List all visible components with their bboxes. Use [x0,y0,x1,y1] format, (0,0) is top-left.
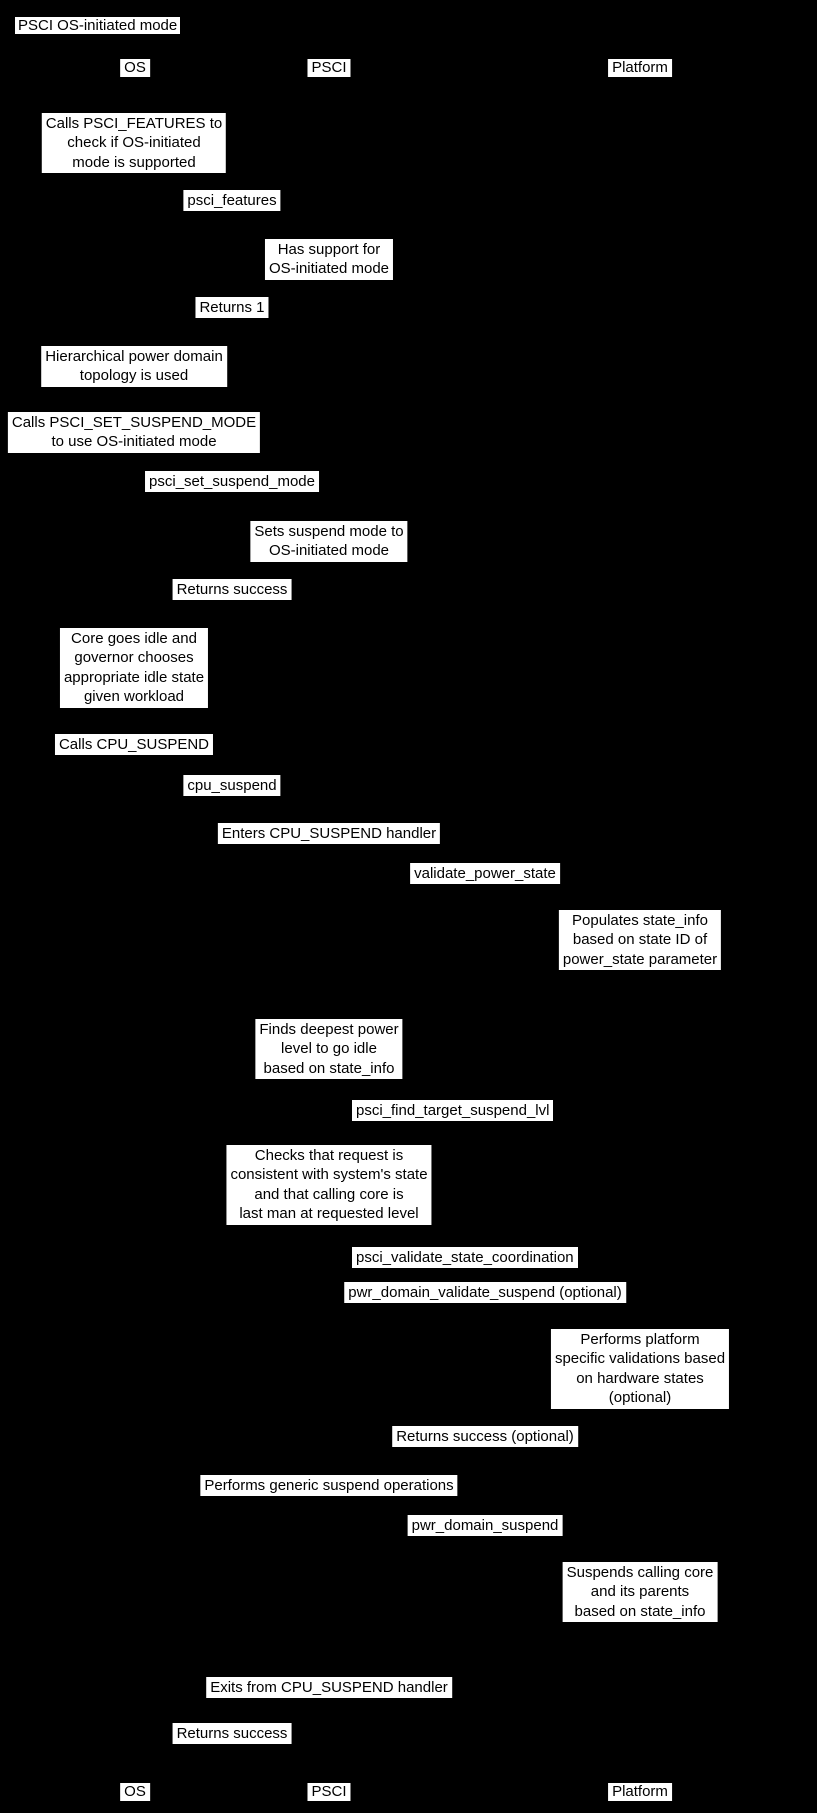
note-box-text: appropriate idle state [63,668,205,686]
note-box [551,1329,729,1409]
note-box [41,346,227,387]
note-box-text: Calls CPU_SUSPEND [58,736,210,753]
note-box-text: Calls PSCI_FEATURES to [45,115,223,132]
actor-box-os-top-text: OS [124,59,146,76]
message-label-text: psci_features [187,192,277,209]
note-box-text: Performs generic suspend operations [204,1477,454,1494]
actor-box-os-bottom [120,1783,150,1801]
note-box [8,412,260,453]
message-label-text: pwr_domain_validate_suspend (optional) [348,1284,622,1301]
note-box [206,1677,452,1698]
note-box-text: check if OS-initiated [67,134,201,152]
self-message-label [352,1247,578,1268]
note-box-text: Checks that request is [254,1147,404,1164]
note-box-text: OS-initiated mode [268,260,390,278]
self-message-label [352,1100,553,1121]
note-box [55,734,213,755]
note-box-text: based on state_info [574,1602,706,1620]
actor-box-os-top [120,59,150,77]
note-box [255,1019,402,1079]
note-box-text: Has support for [277,241,381,258]
note-box-text: Calls PSCI_SET_SUSPEND_MODE [11,414,257,431]
message-label-text: psci_set_suspend_mode [149,473,315,490]
self-message-label-text: psci_find_target_suspend_lvl [356,1102,550,1119]
note-box [250,521,407,562]
note-box-text: level to go idle [281,1040,377,1058]
message-label-text: Returns success [176,581,288,598]
actor-box-os-bottom-text: OS [124,1783,146,1800]
message-label [183,775,280,796]
actor-box-platform-bottom-text: Platform [612,1783,668,1800]
note-box [563,1562,718,1622]
actor-box-psci-bottom-text: PSCI [311,1783,347,1800]
note-box-text: Performs platform [580,1331,700,1348]
note-box [218,823,440,844]
actor-box-platform-top [608,59,672,77]
note-box-text: given workload [83,688,185,706]
note-box-text: topology is used [79,367,189,385]
note-box-text: last man at requested level [239,1205,419,1223]
actor-box-platform-bottom [608,1783,672,1801]
message-label-text: Returns success (optional) [396,1428,574,1445]
note-box [559,910,721,970]
note-box [226,1145,431,1225]
diagram-title-text: PSCI OS-initiated mode [18,17,178,34]
message-label-text: cpu_suspend [187,777,277,794]
message-label-text: pwr_domain_suspend [411,1517,559,1534]
note-box-text: to use OS-initiated mode [51,433,217,451]
note-box [265,239,393,280]
message-label [145,471,319,492]
message-label [173,579,292,600]
actor-box-platform-top-text: Platform [612,59,668,76]
note-box-text: Core goes idle and [71,630,197,647]
note-box-text: power_state parameter [562,950,718,968]
actor-box-psci-bottom [307,1783,350,1801]
note-box [60,628,208,708]
actor-box-psci-top-text: PSCI [311,59,347,76]
note-box-text: Hierarchical power domain [45,348,223,365]
actor-box-psci-top [307,59,350,77]
note-box-text: based on state_info [263,1059,395,1077]
note-box-text: (optional) [608,1389,672,1407]
message-label [173,1723,292,1744]
message-label-text: Returns success [176,1725,288,1742]
self-message-label-text: psci_validate_state_coordination [356,1249,574,1266]
note-box-text: Suspends calling core [566,1564,714,1581]
note-box-text: on hardware states [576,1369,704,1387]
note-box-text: based on state ID of [572,931,708,949]
message-label [408,1515,563,1536]
message-label [344,1282,626,1303]
note-box-text: and its parents [590,1583,690,1601]
note-box-text: and that calling core is [254,1185,404,1203]
note-box-text: OS-initiated mode [268,542,390,560]
message-label-text: Returns 1 [199,299,265,316]
note-box-text: consistent with system's state [230,1166,428,1184]
note-box-text: specific validations based [554,1350,726,1368]
message-label [392,1426,578,1447]
message-label [183,190,280,211]
note-box-text: Populates state_info [572,912,708,929]
note-box-text: Finds deepest power [259,1021,399,1038]
diagram-title [15,17,180,34]
note-box [42,113,226,173]
note-box-text: governor chooses [74,649,194,667]
message-label [195,297,268,318]
note-box-text: Enters CPU_SUSPEND handler [221,825,437,842]
message-label-text: validate_power_state [414,865,556,882]
note-box-text: mode is supported [72,153,196,171]
message-label [410,863,560,884]
note-box [200,1475,457,1496]
note-box-text: Sets suspend mode to [254,523,404,540]
note-box-text: Exits from CPU_SUSPEND handler [210,1679,448,1696]
